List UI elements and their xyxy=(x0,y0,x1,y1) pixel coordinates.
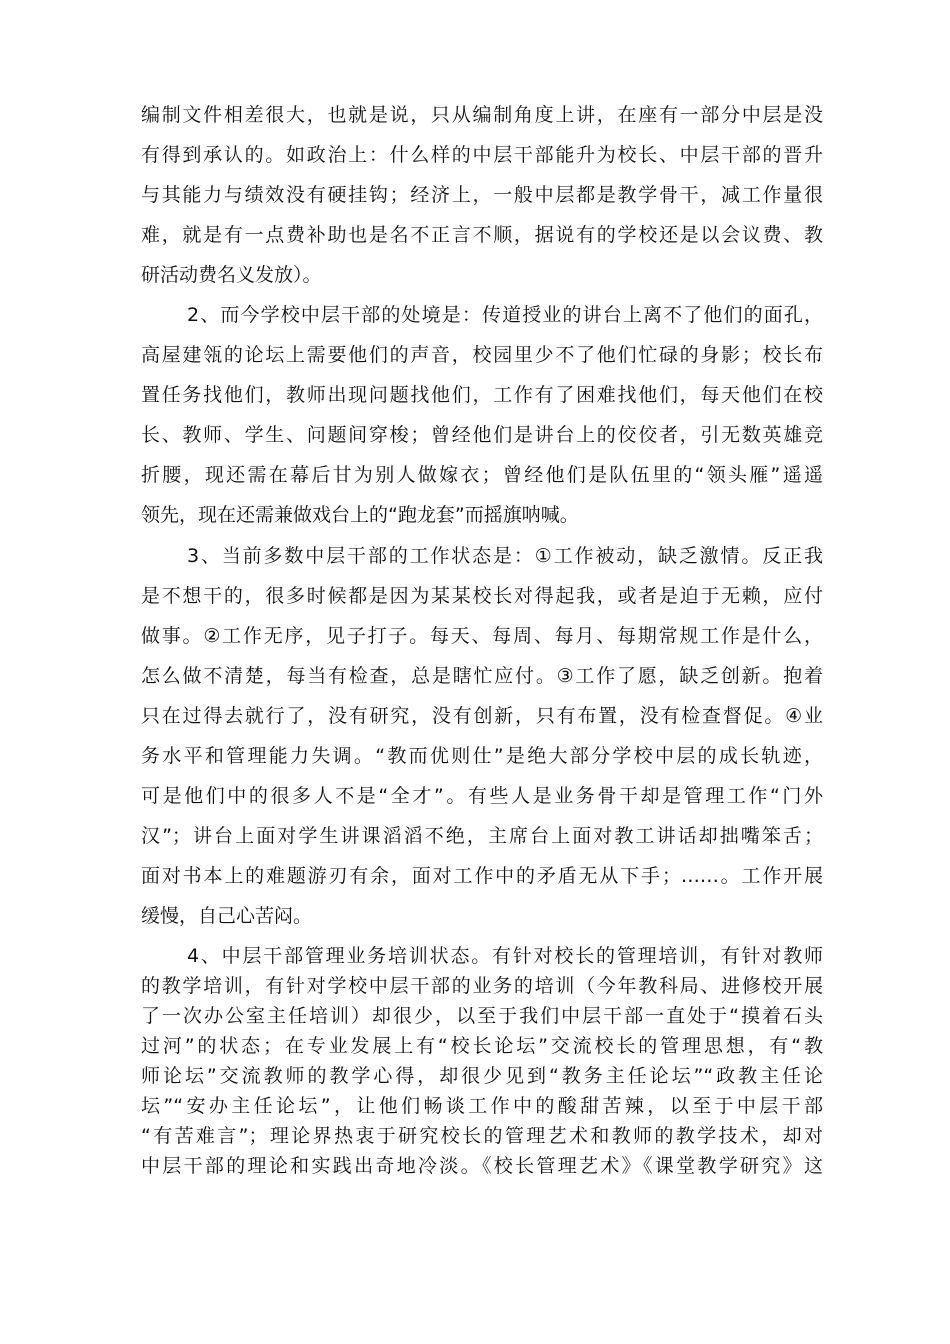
text-line: 做事。②工作无序，见子打子。每天、每周、每月、每期常规工作是什么， xyxy=(141,625,823,647)
text-line: 怎么做不清楚，每当有检查，总是瞎忙应付。③工作了愿，缺乏创新。抱着 xyxy=(141,665,823,687)
text-line: 务水平和管理能力失调。“教而优则仕”是绝大部分学校中层的成长轨迹， xyxy=(141,745,823,767)
text-line: 了一次办公室主任培训）却很少，以至于我们中层干部一直处于“摸着石头 xyxy=(141,1005,823,1027)
text-line: 缓慢，自己心苦闷。 xyxy=(141,905,313,927)
text-line: 可是他们中的很多人不是“全才”。有些人是业务骨干却是管理工作“门外 xyxy=(141,785,823,807)
text-line: 汉”；讲台上面对学生讲课滔滔不绝，主席台上面对教工讲话却拙嘴笨舌； xyxy=(141,825,823,847)
text-line: 有得到承认的。如政治上：什么样的中层干部能升为校长、中层干部的晋升 xyxy=(141,144,823,166)
text-line: 中层干部的理论和实践出奇地冷淡。《校长管理艺术》《课堂教学研究》这 xyxy=(141,1155,823,1177)
text-line: 折腰，现还需在幕后甘为别人做嫁衣；曾经他们是队伍里的“领头雁”遥遥 xyxy=(141,464,823,486)
text-line: 3、当前多数中层干部的工作状态是：①工作被动，缺乏激情。反正我 xyxy=(187,545,823,567)
text-line: 面对书本上的难题游刃有余，面对工作中的矛盾无从下手；……。工作开展 xyxy=(141,865,823,887)
text-line: 过河”的状态；在专业发展上有“校长论坛”交流校长的管理思想，有“教 xyxy=(141,1035,823,1057)
text-line: 2、而今学校中层干部的处境是：传道授业的讲台上离不了他们的面孔， xyxy=(187,304,823,326)
text-line: 师论坛”交流教师的教学心得，却很少见到“教务主任论坛”“政教主任论 xyxy=(141,1065,823,1087)
text-line: 编制文件相差很大，也就是说，只从编制角度上讲，在座有一部分中层是没 xyxy=(141,104,823,126)
text-line: 领先，现在还需兼做戏台上的“跑龙套”而摇旗呐喊。 xyxy=(141,504,579,526)
text-line: 与其能力与绩效没有硬挂钩；经济上，一般中层都是教学骨干，减工作量很 xyxy=(141,184,823,206)
text-line: 研活动费名义发放）。 xyxy=(141,264,322,286)
text-line: 只在过得去就行了，没有研究，没有创新，只有布置，没有检查督促。④业 xyxy=(141,705,823,727)
text-line: 坛”“安办主任论坛”，让他们畅谈工作中的酸甜苦辣，以至于中层干部 xyxy=(141,1095,823,1117)
text-line: 的教学培训，有针对学校中层干部的业务的培训（今年教科局、进修校开展 xyxy=(141,975,823,997)
text-line: 难，就是有一点费补助也是名不正言不顺，据说有的学校还是以会议费、教 xyxy=(141,224,823,246)
text-line: 是不想干的，很多时候都是因为某某校长对得起我，或者是迫于无赖，应付 xyxy=(141,585,823,607)
text-line: 4、中层干部管理业务培训状态。有针对校长的管理培训，有针对教师 xyxy=(187,945,823,967)
text-line: 置任务找他们，教师出现问题找他们，工作有了困难找他们，每天他们在校 xyxy=(141,384,823,406)
text-line: 高屋建瓴的论坛上需要他们的声音，校园里少不了他们忙碌的身影；校长布 xyxy=(141,344,823,366)
text-line: “有苦难言”；理论界热衷于研究校长的管理艺术和教师的教学技术，却对 xyxy=(141,1125,823,1147)
text-line: 长、教师、学生、问题间穿梭；曾经他们是讲台上的佼佼者，引无数英雄竞 xyxy=(141,424,823,446)
